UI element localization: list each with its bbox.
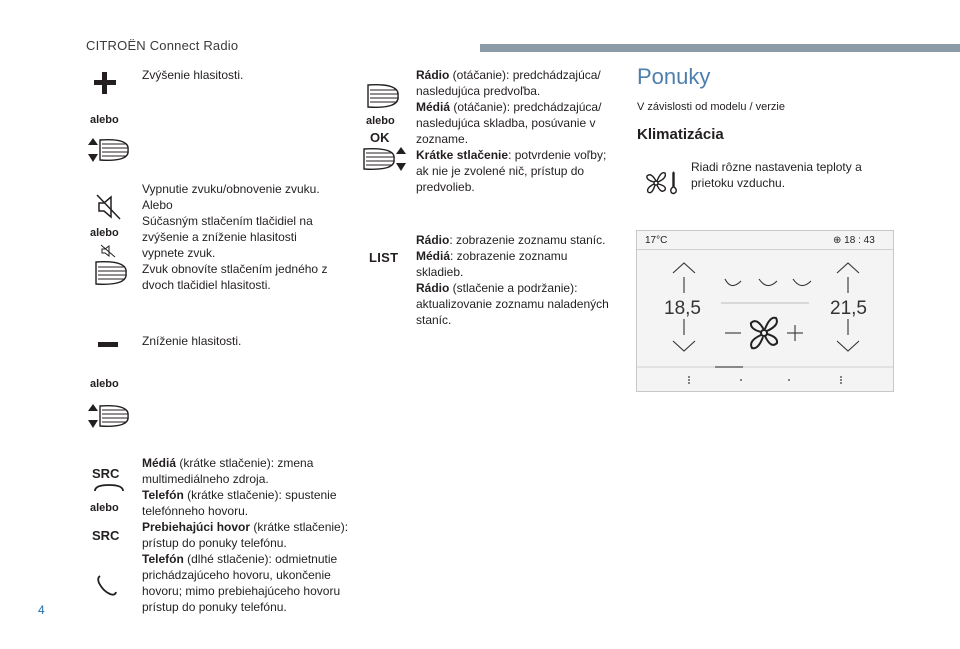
handset-icon <box>94 483 124 493</box>
rotate-line: nasledujúca predvoľba. <box>416 84 541 98</box>
section-subtitle: V závislosti od modelu / verzie <box>637 101 785 113</box>
volume-down-text: Zníženie hlasitosti. <box>142 334 242 348</box>
header-bar <box>480 44 960 52</box>
document-header-title: CITROËN Connect Radio <box>86 38 239 53</box>
volume-up-text: Zvýšenie hlasitosti. <box>142 68 244 82</box>
fan-icon <box>751 318 777 349</box>
src-line: prístup do ponuky telefónu. <box>142 600 287 614</box>
src-label: SRC <box>92 528 120 543</box>
phone-icon <box>96 574 118 596</box>
left-temp-down-icon <box>673 341 695 351</box>
or-label: alebo <box>90 114 119 126</box>
clock-value: 18 : 43 <box>844 235 875 246</box>
rotate-line: Médiá (otáčanie): predchádzajúca/ <box>416 100 602 114</box>
mute-line: dvoch tlačidiel hlasitosti. <box>142 278 271 292</box>
rotate-line: ak nie je zvolené nič, prístup do <box>416 164 585 178</box>
mute-line: Súčasným stlačením tlačidiel na <box>142 214 313 228</box>
mute-line: zvýšenie a zníženie hlasitosti <box>142 230 297 244</box>
climate-desc-line: Riadi rôzne nastavenia teploty a <box>691 160 862 174</box>
airflow-face-icon <box>725 279 741 286</box>
climate-heading: Klimatizácia <box>637 126 724 143</box>
small-mute-icon <box>100 244 116 258</box>
mute-line: Alebo <box>142 198 173 212</box>
climate-controls <box>637 251 893 391</box>
plus-icon <box>94 72 116 94</box>
list-line: Rádio (stlačenie a podržanie): <box>416 281 578 295</box>
src-line: Telefón (dlhé stlačenie): odmietnutie <box>142 552 338 566</box>
src-label: SRC <box>92 466 120 481</box>
src-line: telefónneho hovoru. <box>142 504 249 518</box>
rotate-line: zozname. <box>416 132 469 146</box>
clock <box>833 235 875 246</box>
list-line: Rádio: zobrazenie zoznamu staníc. <box>416 233 606 247</box>
or-label: alebo <box>90 378 119 390</box>
mute-text <box>142 181 327 293</box>
or-label: alebo <box>90 227 119 239</box>
list-line: skladieb. <box>416 265 464 279</box>
scroll-wheel-icon <box>88 402 132 430</box>
mute-icon <box>96 194 122 220</box>
or-label: alebo <box>366 115 395 127</box>
mute-line: Vypnutie zvuku/obnovenie zvuku. <box>142 182 320 196</box>
divider <box>637 249 893 250</box>
page-number: 4 <box>38 603 45 617</box>
mute-line: Zvuk obnovíte stlačením jedného z <box>142 262 328 276</box>
left-temperature: 18,5 <box>664 298 701 319</box>
list-line: Médiá: zobrazenie zoznamu <box>416 249 568 263</box>
minus-icon <box>98 342 118 348</box>
right-temperature: 21,5 <box>830 298 867 319</box>
right-temp-up-icon <box>837 263 859 273</box>
climate-desc-line: prietoku vzduchu. <box>691 176 786 190</box>
climate-screen <box>636 230 894 392</box>
list-line: staníc. <box>416 313 452 327</box>
ok-label: OK <box>370 130 390 145</box>
outside-temp: 17°C <box>645 235 668 246</box>
src-text <box>142 455 348 615</box>
scroll-wheel-icon <box>366 82 402 110</box>
src-line: Médiá (krátke stlačenie): zmena <box>142 456 314 470</box>
src-line: Prebiehajúci hovor (krátke stlačenie): <box>142 520 349 534</box>
climate-desc <box>691 159 862 191</box>
src-line: hovoru; mimo prebiehajúceho hovoru <box>142 584 341 598</box>
src-line: prístup do ponuky telefónu. <box>142 536 287 550</box>
fan-thermometer-icon <box>645 170 681 196</box>
clock-icon: ⊕ <box>833 235 842 246</box>
rotate-line: nasledujúca skladba, posúvanie v <box>416 116 596 130</box>
right-temp-down-icon <box>837 341 859 351</box>
rotate-line: predvolieb. <box>416 180 475 194</box>
src-line: prichádzajúceho hovoru, ukončenie <box>142 568 331 582</box>
list-line: aktualizovanie zoznamu naladených <box>416 297 609 311</box>
airflow-feet-icon <box>793 279 811 286</box>
or-label: alebo <box>90 502 119 514</box>
left-temp-up-icon <box>673 263 695 273</box>
rotate-line: Rádio (otáčanie): predchádzajúca/ <box>416 68 601 82</box>
list-label: LIST <box>369 250 399 265</box>
airflow-face-feet-icon <box>759 279 777 286</box>
scroll-wheel-icon <box>94 258 130 288</box>
section-title: Ponuky <box>637 64 711 89</box>
src-line: Telefón (krátke stlačenie): spustenie <box>142 488 337 502</box>
rotate-text <box>416 67 606 195</box>
rotate-line: Krátke stlačenie: potvrdenie voľby; <box>416 148 607 162</box>
scroll-wheel-icon <box>88 136 132 164</box>
mute-line: vypnete zvuk. <box>142 246 216 260</box>
src-line: multimediálneho zdroja. <box>142 472 269 486</box>
scroll-wheel-icon <box>362 145 406 173</box>
list-text <box>416 232 609 328</box>
tab-dots <box>688 376 842 384</box>
